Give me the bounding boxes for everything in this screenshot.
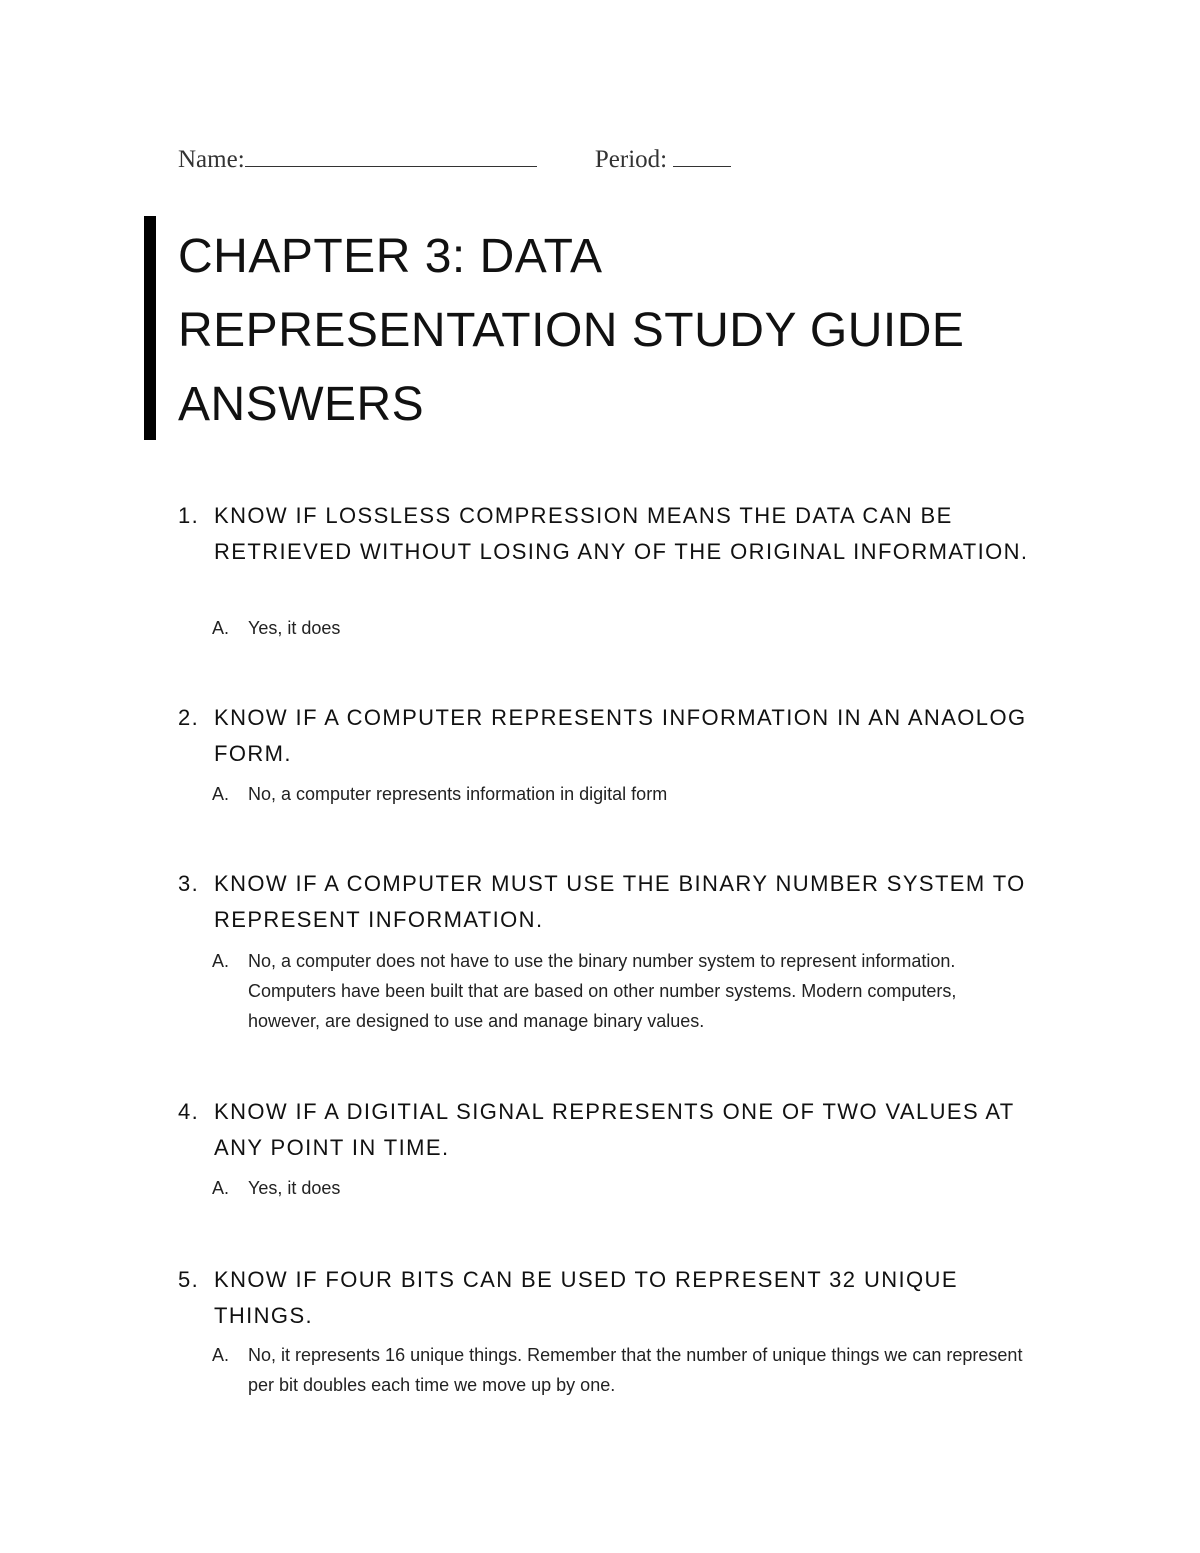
- question-text: KNOW IF FOUR BITS CAN BE USED TO REPRESENT 32 UNIQUE THINGS.: [214, 1267, 958, 1328]
- answer-text: No, a computer does not have to use the binary number system to represent information. Computers have been built that are based on other number systems. Modern computers, however, are designed to use and manage binary values.: [248, 951, 957, 1031]
- name-blank: [245, 144, 537, 167]
- title-line-3: ANSWERS: [178, 378, 425, 431]
- question-number: 1.: [178, 503, 200, 528]
- answer-text: Yes, it does: [248, 1178, 341, 1198]
- question-number: 4.: [178, 1099, 200, 1124]
- title-line-1: CHAPTER 3: DATA: [178, 230, 603, 283]
- question-number: 2.: [178, 705, 200, 730]
- answer-4: [212, 1173, 1032, 1203]
- answer-1: [212, 613, 1032, 643]
- name-label: Name:: [178, 146, 245, 173]
- question-2: [178, 700, 1038, 772]
- question-text: KNOW IF LOSSLESS COMPRESSION MEANS THE DATA CAN BE RETRIEVED WITHOUT LOSING ANY OF THE ORIGINAL INFORMATION.: [214, 503, 1029, 564]
- answer-2: [212, 779, 1032, 809]
- answer-text: Yes, it does: [248, 618, 341, 638]
- period-label: Period:: [594, 146, 668, 173]
- question-text: KNOW IF A COMPUTER REPRESENTS INFORMATION IN AN ANAOLOG FORM.: [214, 705, 1027, 766]
- answer-3: [212, 946, 1032, 1036]
- question-number: 5.: [178, 1267, 200, 1292]
- answer-letter: A.: [212, 1178, 230, 1198]
- question-3: [178, 866, 1038, 938]
- question-4: [178, 1094, 1038, 1166]
- answer-letter: A.: [212, 1345, 230, 1365]
- answer-text: No, a computer represents information in digital form: [248, 784, 668, 804]
- period-blank: [673, 144, 731, 167]
- question-text: KNOW IF A DIGITIAL SIGNAL REPRESENTS ONE OF TWO VALUES AT ANY POINT IN TIME.: [214, 1099, 1015, 1160]
- title-accent-bar: [144, 216, 156, 440]
- answer-letter: A.: [212, 951, 230, 971]
- question-1: [178, 498, 1038, 570]
- question-text: KNOW IF A COMPUTER MUST USE THE BINARY NUMBER SYSTEM TO REPRESENT INFORMATION.: [214, 871, 1026, 932]
- question-5: [178, 1262, 1038, 1334]
- answer-letter: A.: [212, 618, 230, 638]
- title-line-2: REPRESENTATION STUDY GUIDE: [178, 304, 965, 357]
- answer-5: [212, 1340, 1032, 1400]
- name-period-line: [178, 144, 731, 174]
- answer-letter: A.: [212, 784, 230, 804]
- answer-text: No, it represents 16 unique things. Remember that the number of unique things we can represent per bit doubles each time we move up by one.: [248, 1345, 1023, 1395]
- question-number: 3.: [178, 871, 200, 896]
- page-title: [178, 220, 1078, 442]
